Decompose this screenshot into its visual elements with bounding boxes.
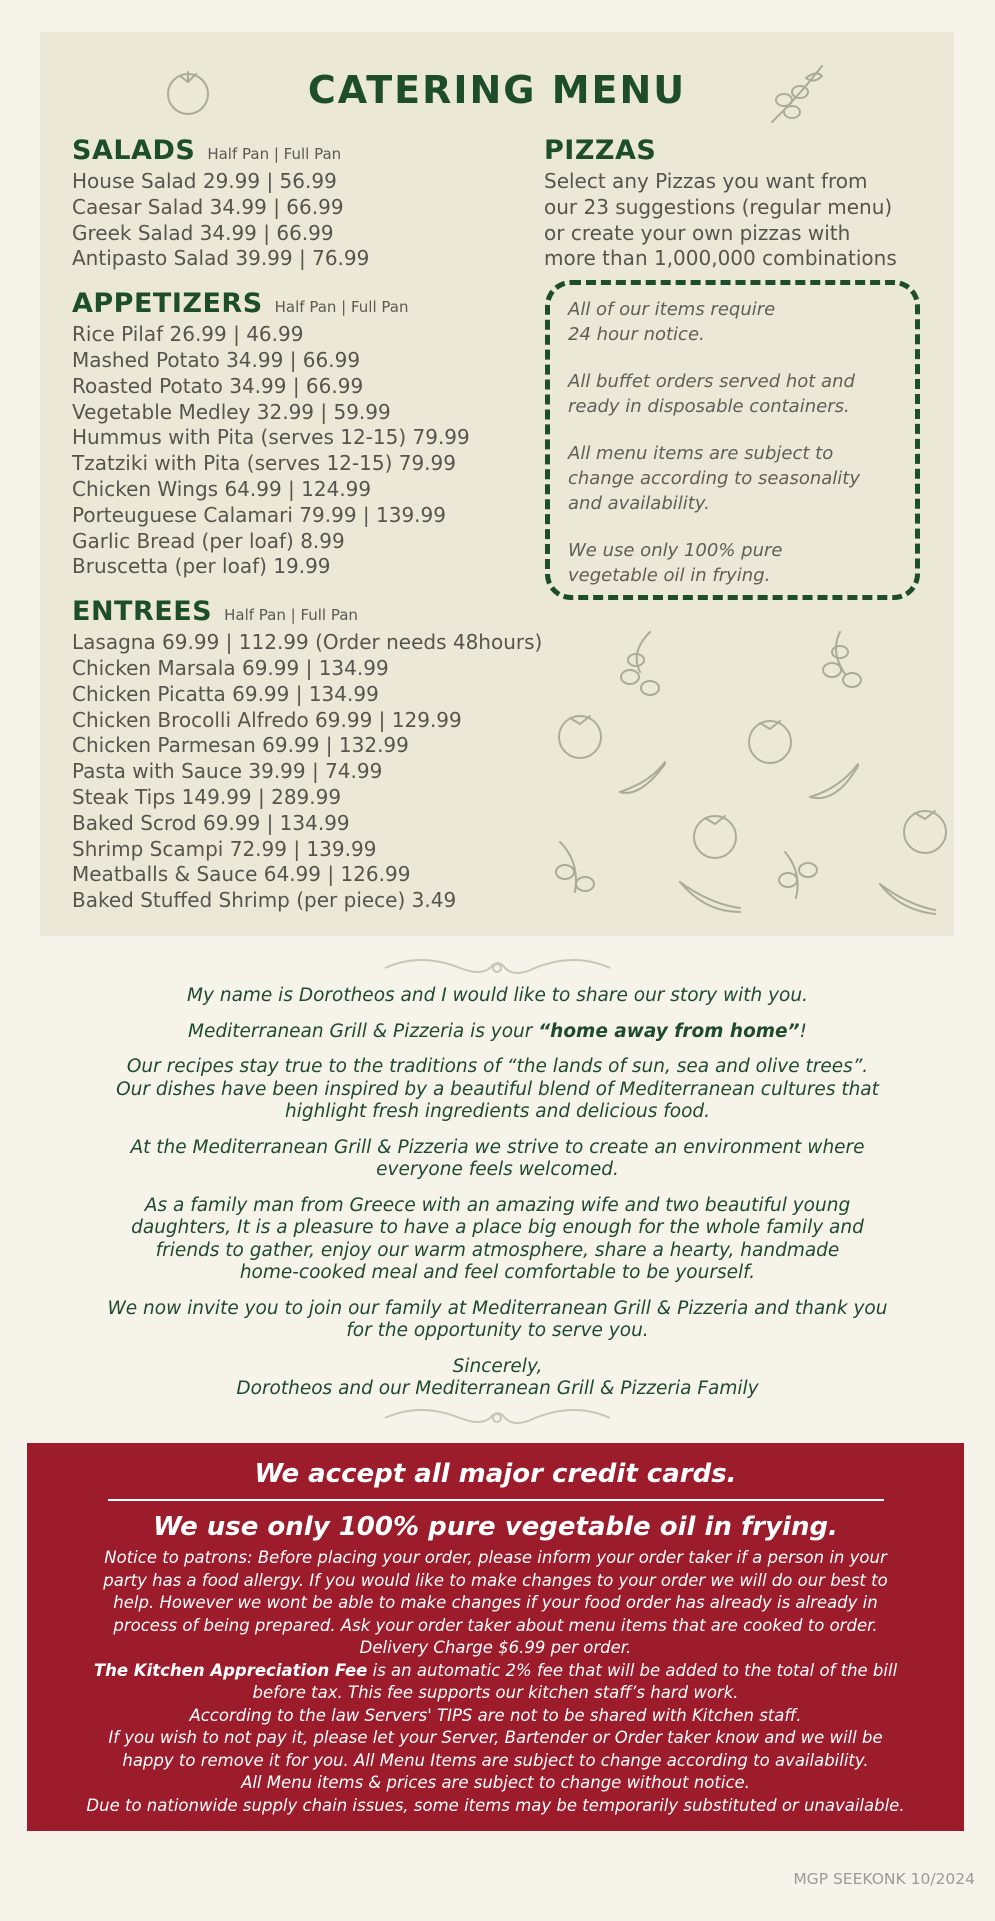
salads-size-labels: Half Pan | Full Pan xyxy=(207,145,342,163)
menu-item: Caesar Salad 34.99 | 66.99 xyxy=(72,194,344,219)
menu-item: Mashed Potato 34.99 | 66.99 xyxy=(72,347,361,372)
banner-divider xyxy=(108,1499,884,1501)
pizzas-line: more than 1,000,000 combinations xyxy=(544,246,897,271)
menu-item: Meatballs & Sauce 64.99 | 126.99 xyxy=(72,862,411,887)
menu-item: Shrimp Scampi 72.99 | 139.99 xyxy=(72,836,377,861)
pizzas-title: PIZZAS xyxy=(544,135,657,166)
salads-title: SALADS xyxy=(72,135,196,166)
notice-buffet: All buffet orders served hot and ready in disposable containers. xyxy=(568,371,855,417)
menu-item: Vegetable Medley 32.99 | 59.99 xyxy=(72,399,391,424)
notice-seasonality: All menu items are subject to change according to seasonality and availability. xyxy=(568,443,860,514)
menu-item: Hummus with Pita (serves 12-15) 79.99 xyxy=(72,425,470,450)
notice-box xyxy=(545,280,920,600)
pizzas-header xyxy=(544,135,944,169)
pizzas-line: or create your own pizzas with xyxy=(544,220,851,245)
policy-banner xyxy=(27,1443,964,1831)
appetizers-size-labels: Half Pan | Full Pan xyxy=(274,298,409,317)
menu-title: CATERING MENU xyxy=(307,68,687,112)
story-home-away: Mediterranean Grill & Pizzeria is your “home away from home”! xyxy=(188,1020,807,1042)
menu-item: Baked Scrod 69.99 | 134.99 xyxy=(72,810,350,835)
story-intro: My name is Dorotheos and I would like to share our story with you. xyxy=(187,985,808,1006)
menu-item: Chicken Marsala 69.99 | 134.99 xyxy=(72,655,389,680)
story-signature: Sincerely, Dorotheos and our Mediterranean Grill & Pizzeria Family xyxy=(236,1355,759,1399)
pizzas-line: Select any Pizzas you want from xyxy=(544,169,868,193)
entrees-title: ENTREES xyxy=(72,596,213,628)
menu-item: Bruscetta (per loaf) 19.99 xyxy=(72,554,331,579)
menu-item: Pasta with Sauce 39.99 | 74.99 xyxy=(72,759,383,784)
menu-panel xyxy=(40,32,954,936)
kitchen-fee-label: The Kitchen Appreciation Fee xyxy=(93,1660,368,1680)
menu-item: Chicken Parmesan 69.99 | 132.99 xyxy=(72,733,409,758)
menu-item: Chicken Wings 64.99 | 124.99 xyxy=(72,476,372,501)
footer-code: MGP SEEKONK 10/2024 xyxy=(793,1870,975,1888)
story-family: As a family man from Greece with an amazing wife and two beautiful young daughters, It is a pleasure to have a place big enough for the whole family and friends to gather, enjoy our warm atmosphere, share a hearty, handmade home-cooked meal and feel comfortable to be yourself. xyxy=(131,1194,864,1283)
menu-item: Steak Tips 149.99 | 289.99 xyxy=(72,784,342,809)
entrees-header xyxy=(72,596,632,630)
menu-item: Chicken Picatta 69.99 | 134.99 xyxy=(72,681,379,706)
story-traditions: Our recipes stay true to the traditions of “the lands of sun, sea and olive trees”. Our dishes have been inspired by a beautiful blend of Mediterranean cultures that highlight fresh ingredients and delicious food. xyxy=(116,1056,879,1122)
appetizers-title: APPETIZERS xyxy=(72,288,263,320)
notice-advance-order: All of our items require 24 hour notice. xyxy=(568,299,776,345)
menu-item: Lasagna 69.99 | 112.99 (Order needs 48hours) xyxy=(72,630,543,655)
menu-item: Chicken Brocolli Alfredo 69.99 | 129.99 xyxy=(72,707,462,732)
menu-item: Baked Stuffed Shrimp (per piece) 3.49 xyxy=(72,888,457,913)
story-home-away-bold: “home away from home” xyxy=(538,1020,800,1042)
entrees-size-labels: Half Pan | Full Pan xyxy=(224,606,358,625)
pizzas-description xyxy=(544,169,944,272)
notice-oil: We use only 100% pure vegetable oil in frying. xyxy=(568,540,783,586)
menu-item: Rice Pilaf 26.99 | 46.99 xyxy=(72,322,304,347)
entrees-list xyxy=(72,630,632,914)
menu-item: House Salad 29.99 | 56.99 xyxy=(72,169,337,193)
menu-item: Tzatziki with Pita (serves 12-15) 79.99 xyxy=(72,451,456,476)
right-menu-column xyxy=(544,135,944,272)
story-environment: At the Mediterranean Grill & Pizzeria we strive to create an environment where everyone feels welcomed. xyxy=(130,1136,865,1180)
menu-item: Antipasto Salad 39.99 | 76.99 xyxy=(72,246,370,271)
menu-item: Roasted Potato 34.99 | 66.99 xyxy=(72,373,364,398)
menu-item: Greek Salad 34.99 | 66.99 xyxy=(72,220,334,245)
owner-story xyxy=(60,985,935,1414)
credit-cards-heading: We accept all major credit cards. xyxy=(254,1459,737,1489)
menu-item: Garlic Bread (per loaf) 8.99 xyxy=(72,528,345,553)
pizzas-line: our 23 suggestions (regular menu) xyxy=(544,194,893,219)
bottom-flourish-icon xyxy=(380,1400,615,1436)
policy-text: Notice to patrons: Before placing your order, please inform your order taker if a person in your party has a food allergy. If you would like to make changes to your order we will do our best to help. However we wont be able to make changes if your food order has already is already in process of being prepared. Ask your order taker about menu items that are cooked to order. Delivery Charge $6.99 per order. The Kitchen Appreciation Fee is an automatic 2% fee that will be added to the total of the bill before tax. This fee supports our kitchen staff’s hard work. According to the law Servers' TIPS are not to be shared with Kitchen staff. If you wish to not pay it, please let your Server, Bartender or Order taker know and we will be happy to remove it for you. All Menu Items are subject to change according to availability. All Menu items & prices are subject to change without notice. Due to nationwide supply chain issues, some items may be temporarily substituted or unavailable. xyxy=(86,1548,905,1815)
top-flourish-icon xyxy=(380,950,615,986)
menu-item: Porteuguese Calamari 79.99 | 139.99 xyxy=(72,502,446,527)
oil-heading: We use only 100% pure vegetable oil in frying. xyxy=(153,1512,838,1542)
story-invite: We now invite you to join our family at Mediterranean Grill & Pizzeria and thank you for the opportunity to serve you. xyxy=(107,1297,888,1341)
